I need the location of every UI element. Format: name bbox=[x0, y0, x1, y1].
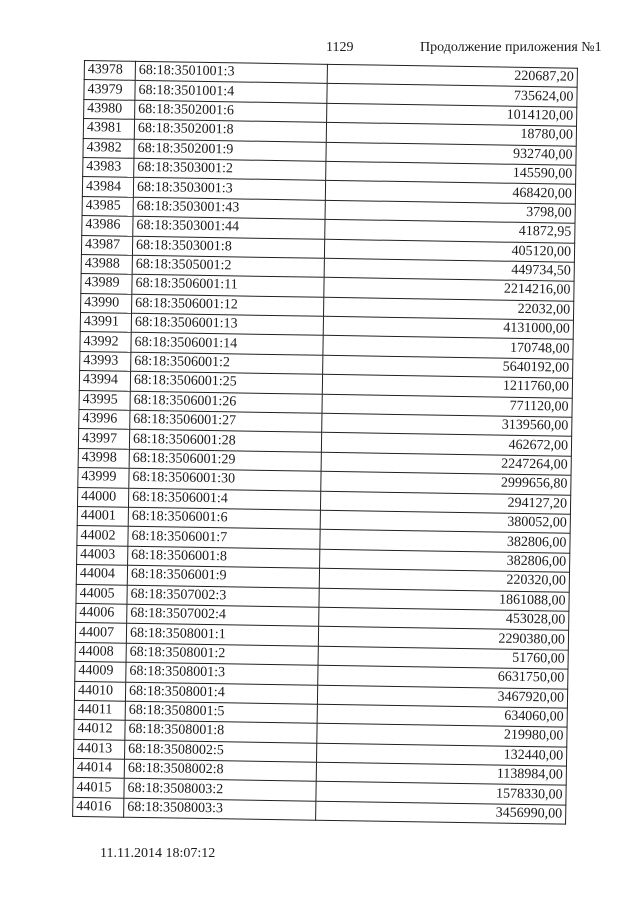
cadastral-number: 68:18:3506001:2 bbox=[131, 352, 323, 374]
row-number: 43988 bbox=[81, 254, 132, 274]
cadastral-number: 68:18:3506001:8 bbox=[128, 546, 320, 568]
cadastral-value: 1861088,00 bbox=[319, 588, 569, 611]
cadastral-number: 68:18:3508001:1 bbox=[126, 624, 318, 646]
cadastral-number: 68:18:3501001:4 bbox=[135, 81, 327, 103]
cadastral-value: 3467920,00 bbox=[317, 685, 567, 708]
cadastral-number: 68:18:3506001:6 bbox=[128, 507, 320, 529]
cadastral-value: 3139560,00 bbox=[322, 413, 572, 436]
cadastral-value: 220320,00 bbox=[319, 568, 569, 591]
row-number: 43987 bbox=[81, 235, 132, 255]
cadastral-number: 68:18:3508002:8 bbox=[124, 759, 316, 781]
row-number: 44006 bbox=[76, 603, 127, 623]
cadastral-value: 220687,20 bbox=[327, 64, 577, 87]
cadastral-number: 68:18:3503001:2 bbox=[134, 158, 326, 180]
row-number: 43984 bbox=[82, 177, 133, 197]
cadastral-value: 382806,00 bbox=[320, 530, 570, 553]
row-number: 44007 bbox=[75, 623, 126, 643]
cadastral-value: 634060,00 bbox=[317, 704, 567, 727]
row-number: 43997 bbox=[78, 429, 129, 449]
cadastral-value: 18780,00 bbox=[326, 122, 576, 145]
row-number: 44016 bbox=[73, 797, 124, 817]
cadastral-value: 3456990,00 bbox=[316, 801, 566, 824]
cadastral-number: 68:18:3508003:3 bbox=[124, 798, 316, 820]
cadastral-number: 68:18:3506001:14 bbox=[131, 333, 323, 355]
row-number: 44001 bbox=[77, 506, 128, 526]
cadastral-value: 932740,00 bbox=[326, 142, 576, 165]
row-number: 43992 bbox=[80, 332, 131, 352]
row-number: 43978 bbox=[84, 61, 135, 81]
cadastral-value: 468420,00 bbox=[325, 181, 575, 204]
row-number: 43981 bbox=[83, 119, 134, 139]
row-number: 44005 bbox=[76, 584, 127, 604]
row-number: 44012 bbox=[74, 720, 125, 740]
cadastral-number: 68:18:3503001:44 bbox=[133, 216, 325, 238]
continuation-title: Продолжение приложения №1 bbox=[420, 40, 602, 55]
row-number: 44014 bbox=[73, 758, 124, 778]
row-number: 43999 bbox=[78, 468, 129, 488]
cadastral-value: 294127,20 bbox=[320, 491, 570, 514]
table-body bbox=[73, 61, 578, 825]
row-number: 43986 bbox=[82, 216, 133, 236]
row-number: 43979 bbox=[84, 80, 135, 100]
row-number: 43993 bbox=[80, 351, 131, 371]
cadastral-value: 4131000,00 bbox=[323, 316, 573, 339]
cadastral-value: 2247264,00 bbox=[321, 452, 571, 475]
row-number: 43982 bbox=[83, 138, 134, 158]
row-number: 43995 bbox=[79, 390, 130, 410]
cadastral-number: 68:18:3501001:3 bbox=[135, 61, 327, 83]
row-number: 44013 bbox=[74, 739, 125, 759]
cadastral-number: 68:18:3503001:3 bbox=[133, 178, 325, 200]
cadastral-value: 1138984,00 bbox=[316, 762, 566, 785]
cadastral-number: 68:18:3502001:8 bbox=[134, 119, 326, 141]
cadastral-number: 68:18:3508002:5 bbox=[125, 740, 317, 762]
row-number: 43980 bbox=[84, 99, 135, 119]
row-number: 44015 bbox=[73, 778, 124, 798]
cadastral-value-table bbox=[72, 60, 578, 825]
cadastral-value: 735624,00 bbox=[327, 84, 577, 107]
row-number: 44000 bbox=[77, 487, 128, 507]
cadastral-number: 68:18:3506001:13 bbox=[131, 313, 323, 335]
cadastral-value: 41872,95 bbox=[325, 219, 575, 242]
cadastral-value: 2214216,00 bbox=[324, 278, 574, 301]
cadastral-number: 68:18:3503001:43 bbox=[133, 197, 325, 219]
cadastral-value: 2999656,80 bbox=[321, 471, 571, 494]
row-number: 44003 bbox=[77, 545, 128, 565]
cadastral-value: 405120,00 bbox=[324, 239, 574, 262]
row-number: 43983 bbox=[83, 157, 134, 177]
cadastral-value: 1578330,00 bbox=[316, 782, 566, 805]
row-number: 44004 bbox=[76, 565, 127, 585]
cadastral-number: 68:18:3508003:2 bbox=[124, 779, 316, 801]
cadastral-value: 380052,00 bbox=[320, 510, 570, 533]
cadastral-number: 68:18:3508001:4 bbox=[125, 682, 317, 704]
cadastral-value: 1211760,00 bbox=[322, 375, 572, 398]
page-number: 1129 bbox=[326, 40, 354, 55]
cadastral-value: 22032,00 bbox=[324, 297, 574, 320]
row-number: 43994 bbox=[79, 371, 130, 391]
cadastral-number: 68:18:3506001:27 bbox=[130, 410, 322, 432]
row-number: 43996 bbox=[79, 409, 130, 429]
cadastral-number: 68:18:3506001:29 bbox=[129, 449, 321, 471]
row-number: 43998 bbox=[78, 448, 129, 468]
cadastral-number: 68:18:3508001:2 bbox=[126, 643, 318, 665]
cadastral-number: 68:18:3507002:3 bbox=[127, 585, 319, 607]
row-number: 44002 bbox=[77, 526, 128, 546]
cadastral-value: 145590,00 bbox=[326, 161, 576, 184]
cadastral-value: 1014120,00 bbox=[327, 103, 577, 126]
cadastral-number: 68:18:3502001:9 bbox=[134, 139, 326, 161]
cadastral-number: 68:18:3508001:5 bbox=[125, 701, 317, 723]
cadastral-value: 382806,00 bbox=[320, 549, 570, 572]
cadastral-number: 68:18:3506001:7 bbox=[128, 527, 320, 549]
cadastral-number: 68:18:3508001:3 bbox=[126, 662, 318, 684]
cadastral-value: 6631750,00 bbox=[318, 665, 568, 688]
print-timestamp: 11.11.2014 18:07:12 bbox=[100, 846, 216, 861]
cadastral-number: 68:18:3508001:8 bbox=[125, 721, 317, 743]
cadastral-number: 68:18:3502001:6 bbox=[135, 100, 327, 122]
cadastral-number: 68:18:3503001:8 bbox=[132, 236, 324, 258]
cadastral-value: 449734,50 bbox=[324, 258, 574, 281]
cadastral-number: 68:18:3505001:2 bbox=[132, 255, 324, 277]
cadastral-value: 132440,00 bbox=[316, 743, 566, 766]
cadastral-number: 68:18:3506001:26 bbox=[130, 391, 322, 413]
cadastral-value: 51760,00 bbox=[318, 646, 568, 669]
cadastral-value: 219980,00 bbox=[317, 724, 567, 747]
cadastral-value: 2290380,00 bbox=[318, 627, 568, 650]
cadastral-value: 3798,00 bbox=[325, 200, 575, 223]
data-table-container bbox=[72, 60, 578, 825]
row-number: 44008 bbox=[75, 642, 126, 662]
row-number: 44009 bbox=[75, 662, 126, 682]
cadastral-value: 170748,00 bbox=[323, 336, 573, 359]
cadastral-value: 771120,00 bbox=[322, 394, 572, 417]
cadastral-value: 5640192,00 bbox=[323, 355, 573, 378]
cadastral-value: 453028,00 bbox=[319, 607, 569, 630]
row-number: 43991 bbox=[80, 313, 131, 333]
cadastral-number: 68:18:3506001:28 bbox=[129, 430, 321, 452]
cadastral-number: 68:18:3506001:25 bbox=[130, 372, 322, 394]
cadastral-number: 68:18:3507002:4 bbox=[127, 604, 319, 626]
cadastral-number: 68:18:3506001:11 bbox=[132, 275, 324, 297]
row-number: 43990 bbox=[81, 293, 132, 313]
row-number: 44010 bbox=[74, 681, 125, 701]
cadastral-number: 68:18:3506001:12 bbox=[132, 294, 324, 316]
row-number: 43985 bbox=[82, 196, 133, 216]
cadastral-value: 462672,00 bbox=[321, 433, 571, 456]
cadastral-number: 68:18:3506001:9 bbox=[127, 565, 319, 587]
row-number: 44011 bbox=[74, 700, 125, 720]
cadastral-number: 68:18:3506001:30 bbox=[129, 468, 321, 490]
cadastral-number: 68:18:3506001:4 bbox=[128, 488, 320, 510]
row-number: 43989 bbox=[81, 274, 132, 294]
